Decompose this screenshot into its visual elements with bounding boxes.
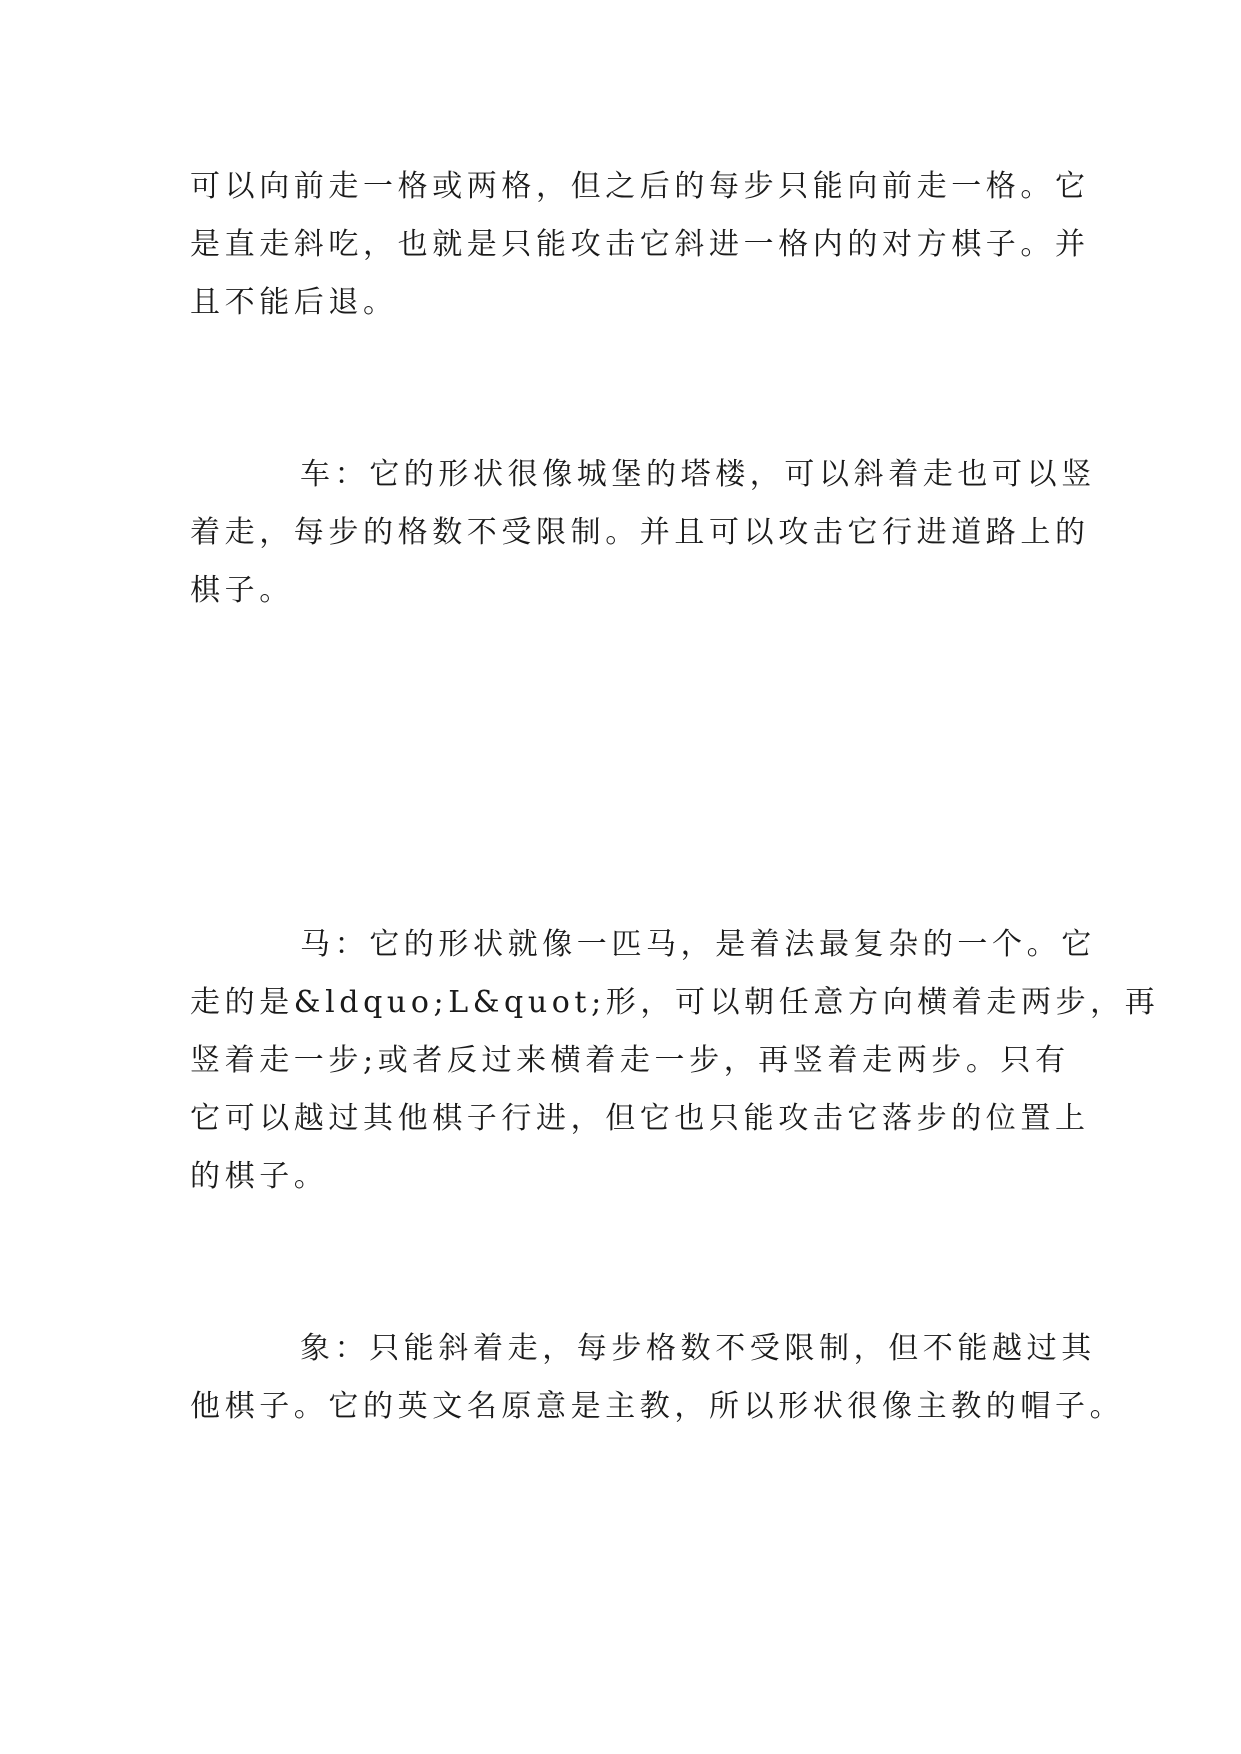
text-line: 象：只能斜着走，每步格数不受限制，但不能越过其 (300, 1331, 1096, 1366)
paragraph-pawn-continued (190, 158, 1090, 332)
text-line: 马：它的形状就像一匹马，是着法最复杂的一个。它 (300, 927, 1096, 962)
text-line: 是直走斜吃，也就是只能攻击它斜进一格内的对方棋子。并 (190, 227, 1090, 262)
text-line: 且不能后退。 (190, 285, 398, 320)
text-line: 棋子。 (190, 573, 294, 608)
text-line: 的棋子。 (190, 1159, 329, 1194)
text-line: 他棋子。它的英文名原意是主教，所以形状很像主教的帽子。 (190, 1389, 1125, 1424)
paragraph-knight (190, 916, 1160, 1206)
text-line: 它可以越过其他棋子行进，但它也只能攻击它落步的位置上 (190, 1101, 1090, 1136)
text-line: 车：它的形状很像城堡的塔楼，可以斜着走也可以竖 (300, 457, 1096, 492)
text-line: 走的是&ldquo;L&quot;形，可以朝任意方向横着走两步，再 (190, 985, 1160, 1020)
paragraph-rook (190, 446, 1096, 620)
text-line: 着走，每步的格数不受限制。并且可以攻击它行进道路上的 (190, 515, 1090, 550)
text-line: 可以向前走一格或两格，但之后的每步只能向前走一格。它 (190, 169, 1090, 204)
text-line: 竖着走一步;或者反过来横着走一步，再竖着走两步。只有 (190, 1043, 1070, 1078)
paragraph-bishop (190, 1320, 1125, 1436)
